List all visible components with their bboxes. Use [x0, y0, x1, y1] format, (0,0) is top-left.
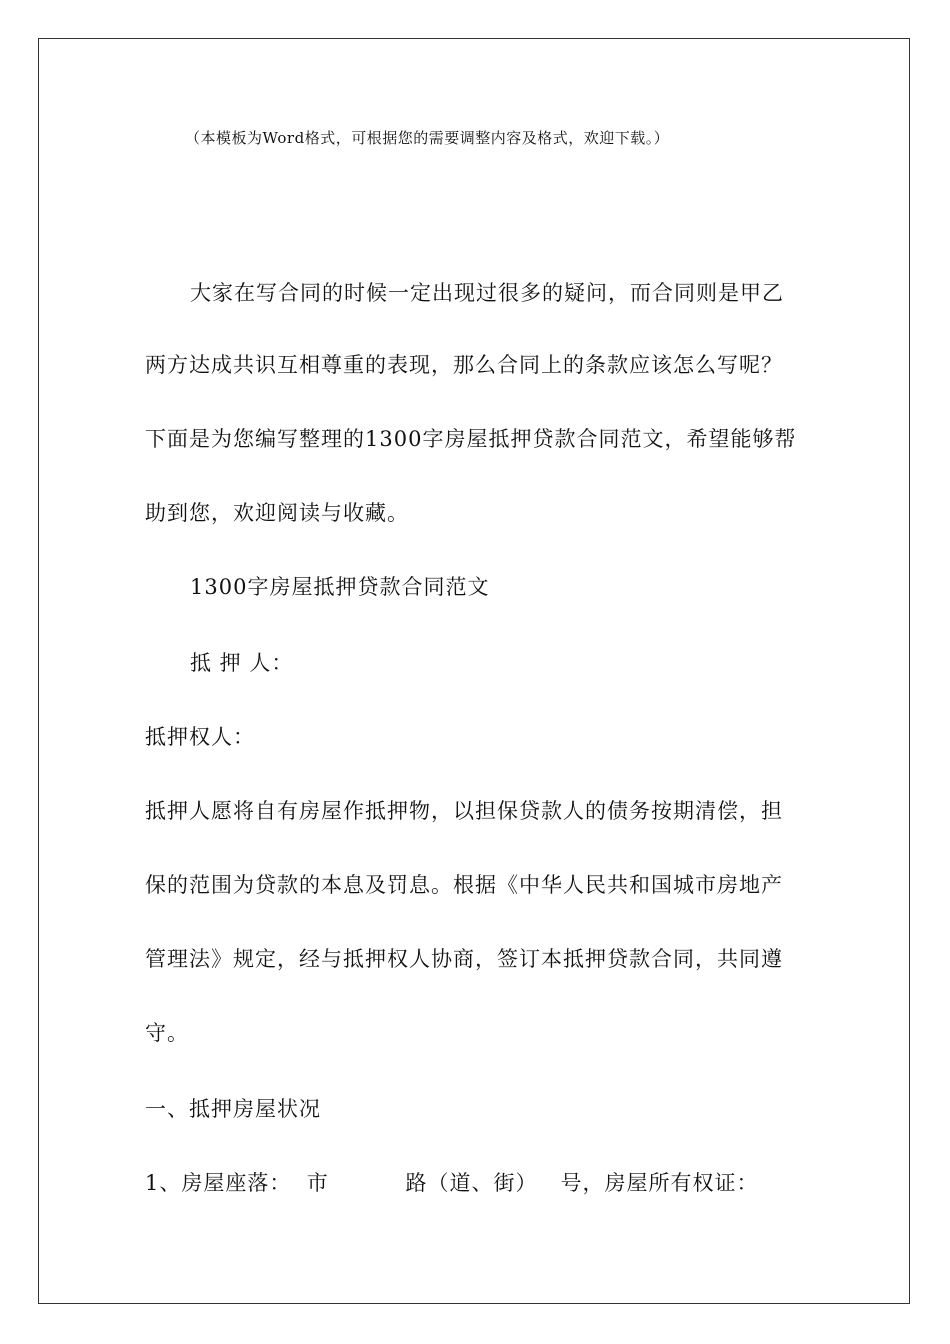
- intro-paragraph-line-3: 下面是为您编写整理的1300字房屋抵押贷款合同范文，希望能够帮: [145, 427, 797, 451]
- intro-paragraph-line-2: 两方达成共识互相尊重的表现，那么合同上的条款应该怎么写呢？: [145, 353, 783, 377]
- intro-paragraph-line-4: 助到您，欢迎阅读与收藏。: [145, 501, 409, 525]
- body-paragraph-line-3: 管理法》规定，经与抵押权人协商，签订本抵押贷款合同，共同遵: [145, 947, 783, 971]
- intro-paragraph-line-1: 大家在写合同的时候一定出现过很多的疑问，而合同则是甲乙: [190, 281, 784, 305]
- template-note: （本模板为Word格式，可根据您的需要调整内容及格式，欢迎下载。）: [185, 129, 670, 147]
- contract-title: 1300字房屋抵押贷款合同范文: [190, 575, 490, 599]
- body-paragraph-line-2: 保的范围为贷款的本息及罚息。根据《中华人民共和国城市房地产: [145, 873, 783, 897]
- mortgagor-label: 抵 押 人：: [190, 651, 294, 675]
- section-heading: 一、抵押房屋状况: [145, 1097, 321, 1121]
- mortgagee-label: 抵押权人：: [145, 725, 255, 749]
- body-paragraph-line-4: 守。: [145, 1021, 189, 1045]
- body-paragraph-line-1: 抵押人愿将自有房屋作抵押物，以担保贷款人的债务按期清偿，担: [145, 799, 783, 823]
- property-location-item: 1、房屋座落： 市 路（道、街） 号，房屋所有权证：: [145, 1171, 759, 1195]
